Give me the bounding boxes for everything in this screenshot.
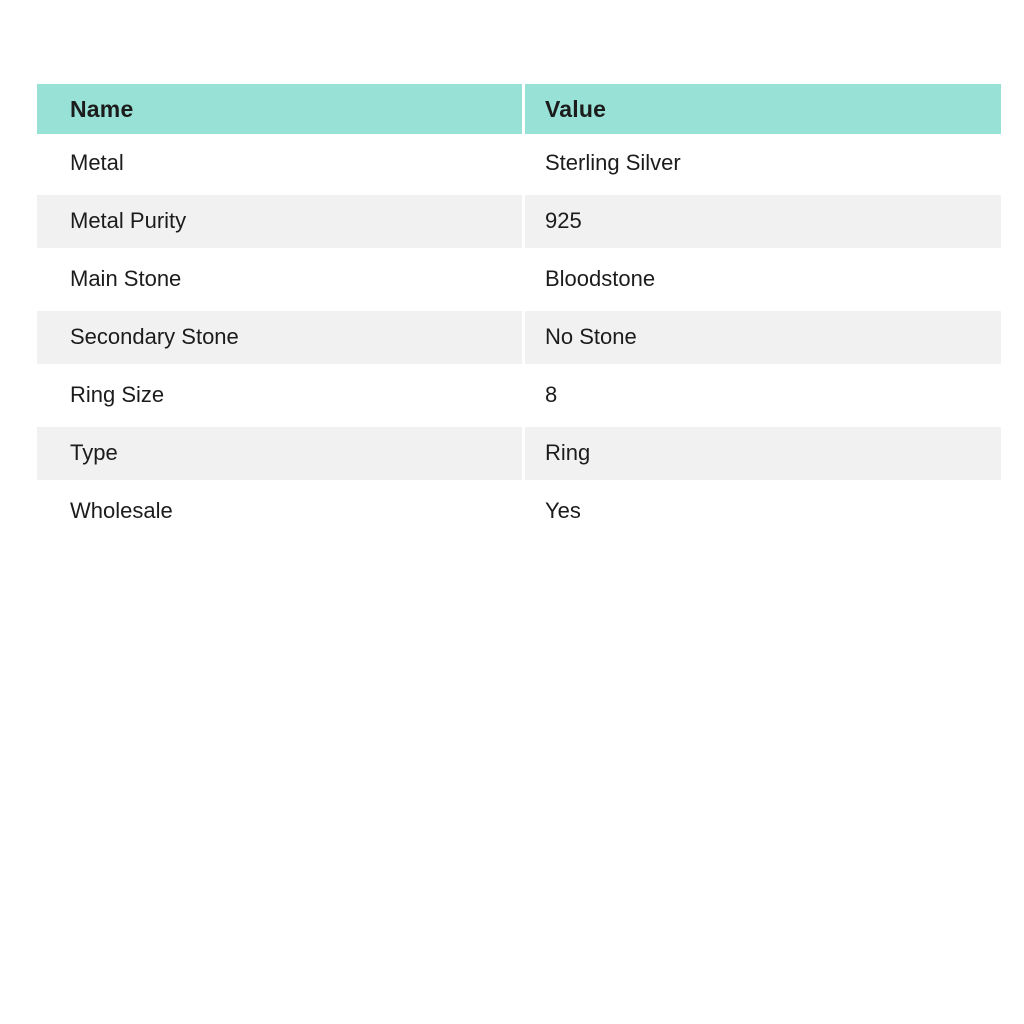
attribute-value-cell: 8: [545, 382, 558, 407]
attribute-name-cell: Metal: [70, 150, 124, 175]
table-row: [37, 308, 1001, 366]
column-header-name: Name: [37, 84, 525, 134]
attribute-name-cell: Ring Size: [70, 382, 165, 407]
header-row: [37, 84, 1001, 134]
column-header-value: Value: [525, 84, 1001, 134]
attribute-value-cell: Yes: [545, 498, 581, 523]
spec-table-header: [37, 84, 1001, 134]
spec-table: [37, 84, 1001, 540]
table-row: [37, 482, 1001, 540]
table-row: [37, 250, 1001, 308]
spec-table-body: [37, 134, 1001, 540]
attribute-value-cell: Bloodstone: [545, 266, 656, 291]
attribute-name-cell: Metal Purity: [37, 192, 525, 250]
attribute-value-cell: No Stone: [525, 308, 1001, 366]
attribute-name-cell: Secondary Stone: [37, 308, 525, 366]
attribute-name-cell: Main Stone: [70, 266, 182, 291]
attribute-value-cell: Ring: [525, 424, 1001, 482]
table-row: [37, 424, 1001, 482]
table-row: [37, 366, 1001, 424]
table-row: [37, 134, 1001, 192]
attribute-name-cell: Wholesale: [70, 498, 173, 523]
attribute-name-cell: Type: [37, 424, 525, 482]
attribute-value-cell: Sterling Silver: [545, 150, 681, 175]
table-row: [37, 192, 1001, 250]
attribute-value-cell: 925: [525, 192, 1001, 250]
